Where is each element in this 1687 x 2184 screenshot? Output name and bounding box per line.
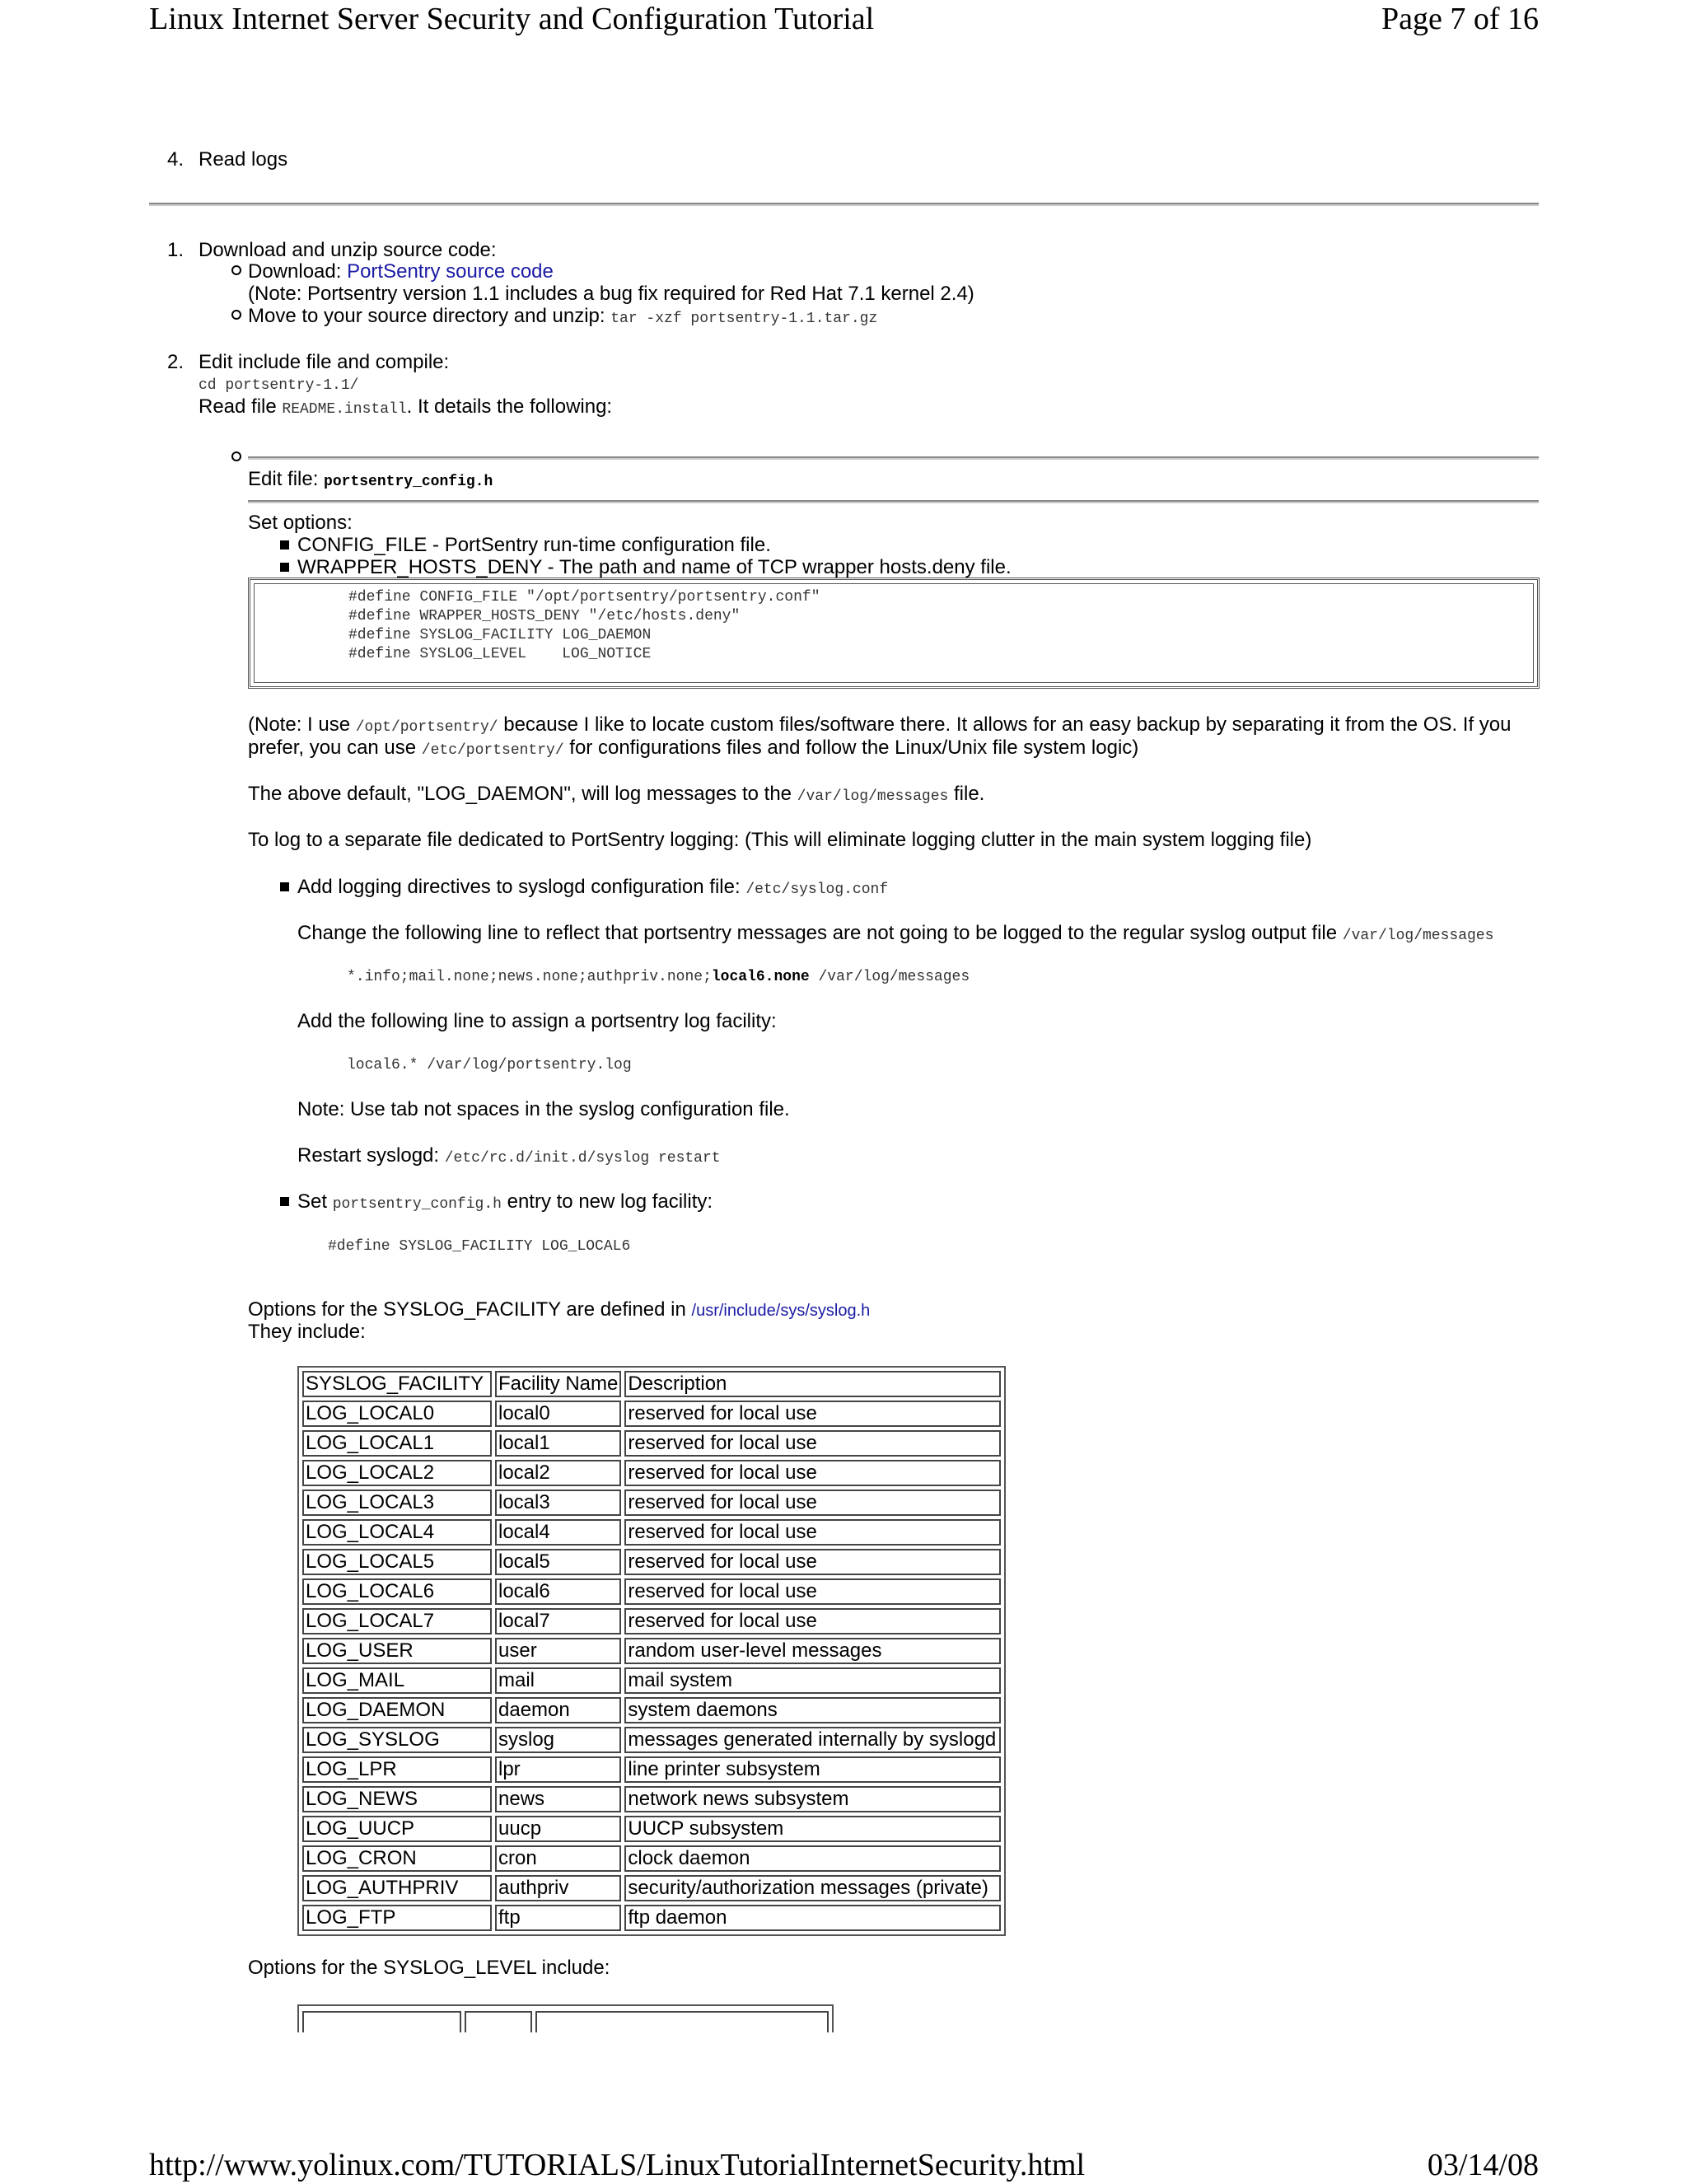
list-number: 2. bbox=[167, 351, 185, 373]
table-row bbox=[302, 1401, 1001, 1427]
code-block-text bbox=[348, 588, 820, 664]
table-cell: LOG_USER bbox=[302, 1638, 492, 1664]
table-header-row bbox=[302, 1371, 1001, 1397]
table-cell bbox=[302, 2011, 461, 2032]
messages-path: /var/log/messages bbox=[797, 788, 949, 805]
table-row bbox=[302, 1549, 1001, 1575]
table-cell: syslog bbox=[495, 1727, 621, 1753]
table-cell: reserved for local use bbox=[624, 1490, 1001, 1516]
syslog-conf-line bbox=[347, 966, 970, 989]
code-line: #define SYSLOG_FACILITY LOG_DAEMON bbox=[348, 627, 652, 643]
restart-line bbox=[297, 1144, 721, 1170]
column-header: Facility Name bbox=[495, 1371, 621, 1397]
table-cell: LOG_LOCAL4 bbox=[302, 1519, 492, 1546]
readme-pre: Read file bbox=[199, 395, 283, 418]
table-cell: reserved for local use bbox=[624, 1549, 1001, 1575]
code-line: #define CONFIG_FILE "/opt/portsentry/portsentry.conf" bbox=[348, 589, 820, 606]
version-note: (Note: Portsentry version 1.1 includes a bug fix required for Red Hat 7.1 kernel 2.4) bbox=[248, 283, 974, 305]
table-cell: ftp bbox=[495, 1905, 621, 1931]
note-text: (Note: I use bbox=[248, 713, 356, 736]
table-cell: line printer subsystem bbox=[624, 1756, 1001, 1783]
default-text: The above default, "LOG_DAEMON", will log messages to the bbox=[248, 783, 797, 805]
print-date: 03/14/08 bbox=[1427, 2148, 1539, 2182]
readme-line bbox=[199, 395, 612, 421]
conf-local6-none: local6.none bbox=[711, 969, 810, 985]
default-log-line bbox=[248, 783, 984, 808]
table-cell: local2 bbox=[495, 1460, 621, 1486]
facility-intro-text: Options for the SYSLOG_FACILITY are defined in bbox=[248, 1298, 692, 1321]
table-row bbox=[302, 1727, 1001, 1753]
change-text: Change the following line to reflect that portsentry messages are not going to be logged to the regular syslog output file bbox=[297, 922, 1343, 944]
table-row bbox=[302, 1786, 1001, 1812]
table-cell: local6 bbox=[495, 1578, 621, 1605]
table-cell: mail system bbox=[624, 1667, 1001, 1694]
circle-bullet-icon bbox=[231, 451, 241, 461]
portsentry-source-link[interactable]: PortSentry source code bbox=[347, 260, 554, 283]
table-cell: random user-level messages bbox=[624, 1638, 1001, 1664]
config-header-file: portsentry_config.h bbox=[332, 1196, 502, 1213]
square-bullet-icon bbox=[280, 1197, 289, 1206]
document-title: Linux Internet Server Security and Configuration Tutorial bbox=[149, 2, 875, 36]
circle-bullet-icon bbox=[231, 310, 241, 320]
table-cell: LOG_FTP bbox=[302, 1905, 492, 1931]
readme-file: README.install bbox=[282, 401, 407, 418]
unzip-line bbox=[248, 305, 877, 330]
note-text: because I like to locate custom files/software there. It allows for an easy backup by separating it from the OS. If you bbox=[498, 713, 1512, 736]
table-cell: LOG_LOCAL1 bbox=[302, 1430, 492, 1457]
step-download-heading: Download and unzip source code: bbox=[199, 239, 497, 261]
readme-post: . It details the following: bbox=[406, 395, 613, 418]
table-cell: local7 bbox=[495, 1608, 621, 1634]
option-wrapper-hosts-deny: WRAPPER_HOSTS_DENY - The path and name of TCP wrapper hosts.deny file. bbox=[297, 556, 1012, 578]
source-url: http://www.yolinux.com/TUTORIALS/LinuxTutorialInternetSecurity.html bbox=[149, 2148, 1086, 2182]
note-text: for configurations files and follow the Linux/Unix file system logic) bbox=[563, 737, 1139, 759]
list-number: 4. bbox=[167, 148, 185, 171]
assign-facility-text: Add the following line to assign a portsentry log facility: bbox=[297, 1010, 777, 1032]
table-cell: clock daemon bbox=[624, 1845, 1001, 1872]
syslog-conf-path: /etc/syslog.conf bbox=[745, 882, 889, 898]
table-row bbox=[302, 1578, 1001, 1605]
divider bbox=[248, 456, 1539, 460]
code-block bbox=[248, 578, 1540, 689]
syslog-h-link[interactable]: /usr/include/sys/syslog.h bbox=[691, 1302, 871, 1320]
table-row bbox=[302, 1430, 1001, 1457]
table-cell: mail bbox=[495, 1667, 621, 1694]
table-cell: reserved for local use bbox=[624, 1401, 1001, 1427]
step-read-logs: Read logs bbox=[199, 148, 288, 171]
edit-file-label: Edit file: bbox=[248, 468, 325, 490]
table-cell: LOG_LOCAL2 bbox=[302, 1460, 492, 1486]
table-cell: authpriv bbox=[495, 1875, 621, 1901]
table-cell: LOG_MAIL bbox=[302, 1667, 492, 1694]
restart-text: Restart syslogd: bbox=[297, 1144, 445, 1167]
table-cell: LOG_SYSLOG bbox=[302, 1727, 492, 1753]
level-intro-text: Options for the SYSLOG_LEVEL include: bbox=[248, 1957, 610, 1979]
table-cell: LOG_LOCAL7 bbox=[302, 1608, 492, 1634]
code-line: #define WRAPPER_HOSTS_DENY "/etc/hosts.deny" bbox=[348, 608, 741, 624]
unzip-command: tar -xzf portsentry-1.1.tar.gz bbox=[610, 311, 878, 327]
facility-table-body bbox=[302, 1371, 1001, 1931]
column-header: Description bbox=[624, 1371, 1001, 1397]
table-cell: local1 bbox=[495, 1430, 621, 1457]
download-label: Download: bbox=[248, 260, 348, 283]
facility-intro-line bbox=[248, 1298, 870, 1322]
table-row bbox=[302, 1875, 1001, 1901]
table-row bbox=[302, 1519, 1001, 1546]
set-text: entry to new log facility: bbox=[501, 1190, 713, 1213]
table-row bbox=[302, 1638, 1001, 1664]
table-cell: user bbox=[495, 1638, 621, 1664]
etc-path: /etc/portsentry/ bbox=[421, 742, 564, 759]
table-row bbox=[302, 1905, 1001, 1931]
restart-command: /etc/rc.d/init.d/syslog restart bbox=[444, 1150, 721, 1167]
circle-bullet-icon bbox=[231, 265, 241, 275]
add-directives-text: Add logging directives to syslogd configuration file: bbox=[297, 876, 746, 898]
table-row bbox=[302, 1490, 1001, 1516]
add-directives-line bbox=[297, 876, 888, 901]
table-row bbox=[302, 1608, 1001, 1634]
level-table bbox=[297, 2004, 834, 2032]
table-cell: reserved for local use bbox=[624, 1430, 1001, 1457]
set-entry-line bbox=[297, 1190, 713, 1216]
table-cell: local4 bbox=[495, 1519, 621, 1546]
table-row bbox=[302, 1667, 1001, 1694]
table-cell: LOG_LOCAL6 bbox=[302, 1578, 492, 1605]
edit-file-name: portsentry_config.h bbox=[324, 474, 493, 490]
table-row bbox=[302, 1460, 1001, 1486]
set-options-label: Set options: bbox=[248, 512, 353, 534]
messages-path: /var/log/messages bbox=[1342, 928, 1494, 944]
page-number: Page 7 of 16 bbox=[1381, 2, 1539, 36]
square-bullet-icon bbox=[280, 563, 289, 572]
define-local6-line: #define SYSLOG_FACILITY LOG_LOCAL6 bbox=[328, 1238, 631, 1255]
table-cell: reserved for local use bbox=[624, 1460, 1001, 1486]
set-text: Set bbox=[297, 1190, 333, 1213]
default-text: file. bbox=[948, 783, 985, 805]
table-cell: ftp daemon bbox=[624, 1905, 1001, 1931]
square-bullet-icon bbox=[280, 540, 289, 550]
table-cell: UUCP subsystem bbox=[624, 1816, 1001, 1842]
conf-selectors: *.info;mail.none;news.none;authpriv.none; bbox=[347, 969, 712, 985]
table-cell: uucp bbox=[495, 1816, 621, 1842]
table-cell: network news subsystem bbox=[624, 1786, 1001, 1812]
table-cell bbox=[535, 2011, 829, 2032]
opt-path: /opt/portsentry/ bbox=[355, 719, 498, 736]
list-number: 1. bbox=[167, 239, 185, 261]
table-cell: reserved for local use bbox=[624, 1519, 1001, 1546]
table-row bbox=[302, 1845, 1001, 1872]
square-bullet-icon bbox=[280, 882, 289, 891]
local6-conf-line: local6.* /var/log/portsentry.log bbox=[347, 1057, 632, 1073]
table-cell: lpr bbox=[495, 1756, 621, 1783]
table-cell: LOG_LOCAL0 bbox=[302, 1401, 492, 1427]
code-line: #define SYSLOG_LEVEL LOG_NOTICE bbox=[348, 646, 652, 662]
table-cell: local3 bbox=[495, 1490, 621, 1516]
tab-note: Note: Use tab not spaces in the syslog configuration file. bbox=[297, 1098, 790, 1120]
option-config-file: CONFIG_FILE - PortSentry run-time configuration file. bbox=[297, 534, 771, 556]
table-cell: local0 bbox=[495, 1401, 621, 1427]
table-cell bbox=[465, 2011, 532, 2032]
table-cell: system daemons bbox=[624, 1697, 1001, 1723]
table-cell: LOG_LOCAL5 bbox=[302, 1549, 492, 1575]
table-cell: cron bbox=[495, 1845, 621, 1872]
table-cell: LOG_DAEMON bbox=[302, 1697, 492, 1723]
cd-command: cd portsentry-1.1/ bbox=[199, 377, 359, 394]
divider bbox=[149, 203, 1539, 206]
conf-destination: /var/log/messages bbox=[809, 969, 970, 985]
download-line bbox=[248, 260, 554, 283]
note-opt-line-1 bbox=[248, 713, 1512, 739]
divider bbox=[248, 500, 1539, 503]
table-cell: LOG_LOCAL3 bbox=[302, 1490, 492, 1516]
table-cell: reserved for local use bbox=[624, 1578, 1001, 1605]
note-text: prefer, you can use bbox=[248, 737, 422, 759]
they-include-text: They include: bbox=[248, 1321, 366, 1343]
table-cell: news bbox=[495, 1786, 621, 1812]
table-cell: security/authorization messages (private) bbox=[624, 1875, 1001, 1901]
note-opt-line-2 bbox=[248, 737, 1138, 762]
table-row bbox=[302, 1816, 1001, 1842]
table-cell: LOG_AUTHPRIV bbox=[302, 1875, 492, 1901]
facility-table bbox=[297, 1366, 1006, 1936]
unzip-text: Move to your source directory and unzip: bbox=[248, 305, 611, 327]
edit-file-line bbox=[248, 468, 493, 493]
table-cell: messages generated internally by syslogd bbox=[624, 1727, 1001, 1753]
table-cell: LOG_UUCP bbox=[302, 1816, 492, 1842]
table-cell: LOG_LPR bbox=[302, 1756, 492, 1783]
table-row bbox=[302, 1756, 1001, 1783]
change-line bbox=[297, 922, 1493, 947]
step-compile-heading: Edit include file and compile: bbox=[199, 351, 450, 373]
table-cell: LOG_NEWS bbox=[302, 1786, 492, 1812]
column-header: SYSLOG_FACILITY bbox=[302, 1371, 492, 1397]
table-cell: daemon bbox=[495, 1697, 621, 1723]
table-cell: LOG_CRON bbox=[302, 1845, 492, 1872]
table-cell: reserved for local use bbox=[624, 1608, 1001, 1634]
table-cell: local5 bbox=[495, 1549, 621, 1575]
separate-log-line: To log to a separate file dedicated to PortSentry logging: (This will eliminate logging clutter in the main system logging file) bbox=[248, 829, 1312, 851]
table-row bbox=[302, 1697, 1001, 1723]
